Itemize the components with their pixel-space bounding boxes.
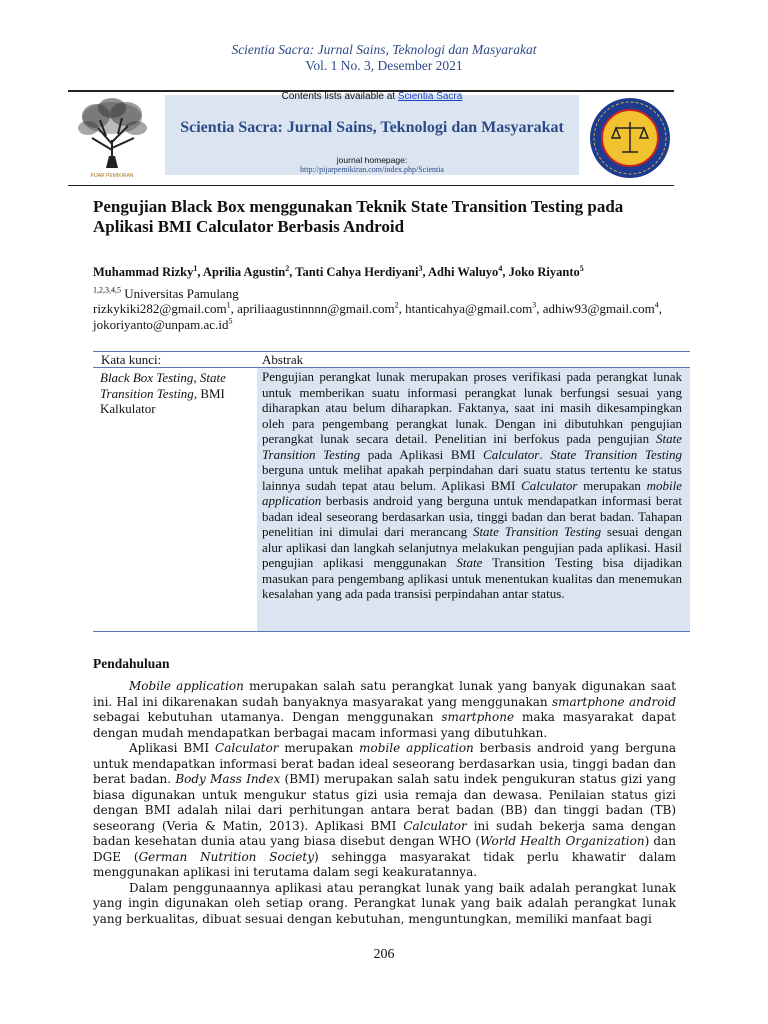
keyword-separator: ,	[193, 370, 200, 385]
article-title: Pengujian Black Box menggunakan Teknik State Transition Testing pada Aplikasi BMI Calculator Berbasis Android	[93, 197, 624, 236]
author-name: Joko Riyanto	[508, 265, 580, 279]
paragraph-segment: berbasis android yang berguna untuk mendapatkan informasi berat badan ideal seseorang berdasarkan usia, tinggi badan dan berat badan.	[93, 741, 676, 786]
paragraph-segment: German Nutrition Society	[138, 849, 315, 864]
author-name: Muhammad Rizky	[93, 265, 194, 279]
author-superscript: 1	[193, 263, 198, 273]
keyword-black-box: Black Box Testing	[100, 370, 194, 385]
page-number: 206	[373, 947, 395, 962]
paragraph-segment: Calculator	[403, 818, 467, 833]
author-superscript: 3	[418, 263, 423, 273]
affiliation	[93, 286, 239, 302]
banner-journal-name: Scientia Sacra: Jurnal Sains, Teknologi dan Masyarakat	[180, 119, 564, 136]
table-header-rule	[93, 367, 690, 368]
abstract-segment: sesuai dengan alur aplikasi dan langkah selanjutnya melakukan pengujian pada aplikasi. Hasil pengujian aplikasi menggunakan	[262, 524, 683, 570]
table-bottom-rule	[93, 631, 690, 632]
abstract-segment: .	[539, 446, 551, 462]
homepage-url[interactable]: http://pijarpemikiran.com/index.php/Scientia	[300, 165, 444, 174]
paragraph-segment: smartphone android	[551, 694, 676, 709]
email-superscript: 1	[226, 300, 231, 310]
table-top-rule	[93, 351, 690, 352]
abstract-segment: State Transition Testing	[472, 524, 602, 539]
abstract-segment: merupakan	[577, 477, 647, 493]
foundation-seal-icon	[588, 96, 672, 180]
paragraph-segment: ) sehingga masyarakat tidak perlu khawatir dalam menggunakan aplikasi ini terutama dalam segi keakuratannya.	[93, 849, 676, 879]
paragraph-segment: sebagai kebutuhan utamanya. Dengan menggunakan	[93, 710, 442, 724]
paragraph-segment: Dalam penggunaannya aplikasi atau perangkat lunak yang baik adalah perangkat lunak yang ingin digunakan oleh setiap orang. Perangkat lunak yang baik adalah perangkat lunak yang berkualitas, dibuat sesuai dengan kebutuhan, menguntungkan, memiliki manfaat bagi	[93, 880, 676, 926]
email-address: htanticahya@gmail.com	[405, 301, 533, 316]
paragraph	[93, 741, 676, 881]
abstract-segment: Transition Testing bisa dijadikan masukan para pengembang aplikasi untuk menentukan kualitas dan menemukan kesalahan yang ada pada transisi perpindahan antar status.	[262, 555, 682, 601]
section-heading: Pendahuluan	[93, 656, 170, 671]
contents-line	[165, 91, 579, 102]
abstract-header: Abstrak	[262, 352, 304, 367]
abstract-segment: berguna untuk melihat apakah perpindahan dari suatu status tertentu ke status lainnya sudah tepat atau belum. Aplikasi BMI	[262, 462, 682, 493]
author-emails: rizkykiki282@gmail.com$^1$, apriliaagustinnnn@gmail.com$^2$, htanticahya@gmail.com$^3$, adhiw93@gmail.com$^4$, $jokoriyanto@unpam.ac.id^5$	[93, 300, 662, 332]
abstract-segment: mobile application	[262, 477, 682, 508]
abstract-segment: Calculator	[483, 446, 540, 462]
email-superscript: 3	[532, 300, 537, 310]
keywords-text	[100, 370, 250, 417]
email-address: jokoriyanto@unpam.ac.id	[93, 316, 229, 332]
paragraph-segment: (BMI) merupakan salah satu indek pengukuran status gizi yang biasa digunakan untuk mengukur status gizi usia remaja dan dewasa. Penilaian status gizi dengan BMI adalah nilai dari perhitungan antara berat badan (BB) dan tinggi badan (TB) seseorang (Veria & Matin, 2013). Aplikasi BMI	[93, 772, 677, 833]
publisher-label: PIJAR PEMIKIRAN	[90, 173, 134, 179]
scientia-sacra-link[interactable]: Scientia Sacra	[397, 91, 463, 102]
affiliation-superscript: 1,2,3,4,5	[93, 285, 121, 295]
author-name: Adhi Waluyo	[428, 265, 499, 279]
author-superscript: 2	[285, 263, 290, 273]
email-address: adhiw93@gmail.com	[542, 301, 655, 316]
abstract-segment: State Transition Testing	[550, 446, 682, 462]
paragraph-segment: Calculator	[215, 741, 279, 755]
paragraph-segment: maka masyarakat dapat dengan mudah mendapatkan berbagai macam informasi yang dibutuhkan.	[93, 710, 676, 740]
email-superscript: 2	[394, 300, 399, 310]
author-list: Muhammad Rizky$^1$, Aprilia Agustin$^2$, Tanti Cahya Herdiyani$^3$, Adhi Waluyo$^4$, Joko Riyanto$^5$	[93, 263, 584, 279]
abstract-segment: Pengujian perangkat lunak merupakan proses verifikasi pada perangkat lunak untuk memberikan suatu informasi perangkat lunak berfungsi sesuai yang diharapkan atau belum diharapkan. Faktanya, saat ini masih dikesampingkan oleh para pengembang perangkat lunak. Dengan ini dibutuhkan pengujian perangkat lunak secara detail. Penelitian ini berfokus pada pengujian	[262, 369, 682, 446]
paragraph-segment: ) dan DGE (	[93, 834, 676, 864]
abstract-segment: State Transition Testing	[262, 431, 682, 462]
paragraph-segment: mobile application	[359, 741, 474, 755]
author-name: Tanti Cahya Herdiyani	[295, 265, 419, 279]
paragraph-segment: ini sudah bekerja sama dengan badan kesehatan dunia atau yang biasa disebut dengan WHO (	[93, 818, 676, 848]
affiliation-name: Universitas Pamulang	[124, 286, 239, 301]
paragraph	[93, 679, 676, 741]
abstract-segment: pada Aplikasi BMI	[360, 446, 484, 462]
author-name: Aprilia Agustin	[202, 265, 286, 279]
email-superscript: 5	[228, 316, 233, 326]
paragraph-segment: Mobile application	[129, 679, 244, 693]
abstract-segment: berbasis android yang berguna untuk mendapatkan informasi berat badan ideal seseorang berdasarkan usia, tinggi badan dan berat badan. Tahapan penelitian ini dimulai dari merancang	[262, 493, 682, 539]
paragraph-segment: smartphone	[441, 710, 515, 724]
paragraph-segment: Body Mass Index	[175, 772, 281, 786]
abstract-segment: State	[456, 555, 483, 570]
author-superscript: 4	[498, 263, 503, 273]
paragraph-segment: Aplikasi BMI	[129, 741, 216, 755]
keyword-state-transition: State Transition Testing	[100, 370, 226, 401]
running-journal-title: Scientia Sacra: Jurnal Sains, Teknologi dan Masyarakat	[231, 42, 537, 57]
email-superscript: 4	[654, 300, 659, 310]
section-body	[93, 679, 676, 927]
keywords-header: Kata kunci:	[101, 352, 162, 367]
paragraph-segment: merupakan salah satu perangkat lunak yang banyak digunakan saat ini. Hal ini dikarenakan sudah banyaknya masyarakat yang menggunakan	[93, 679, 677, 709]
email-address: apriliaagustinnnn@gmail.com	[237, 301, 395, 316]
abstract-text	[262, 369, 682, 602]
paragraph-segment: World Health Organization	[480, 834, 645, 848]
homepage-label: journal homepage:	[336, 155, 408, 165]
paragraph	[93, 881, 676, 928]
contents-prefix: Contents lists available at	[281, 91, 396, 102]
paragraph-segment: merupakan	[278, 741, 360, 755]
abstract-segment: Calculator	[521, 477, 578, 493]
volume-info: Vol. 1 No. 3, Desember 2021	[305, 58, 463, 73]
keyword-bmi: , BMI Kalkulator	[100, 385, 225, 416]
tree-logo-icon	[70, 94, 154, 180]
banner-bottom-rule	[68, 185, 674, 186]
author-superscript: 5	[579, 263, 584, 273]
email-address: rizkykiki282@gmail.com	[93, 301, 227, 316]
